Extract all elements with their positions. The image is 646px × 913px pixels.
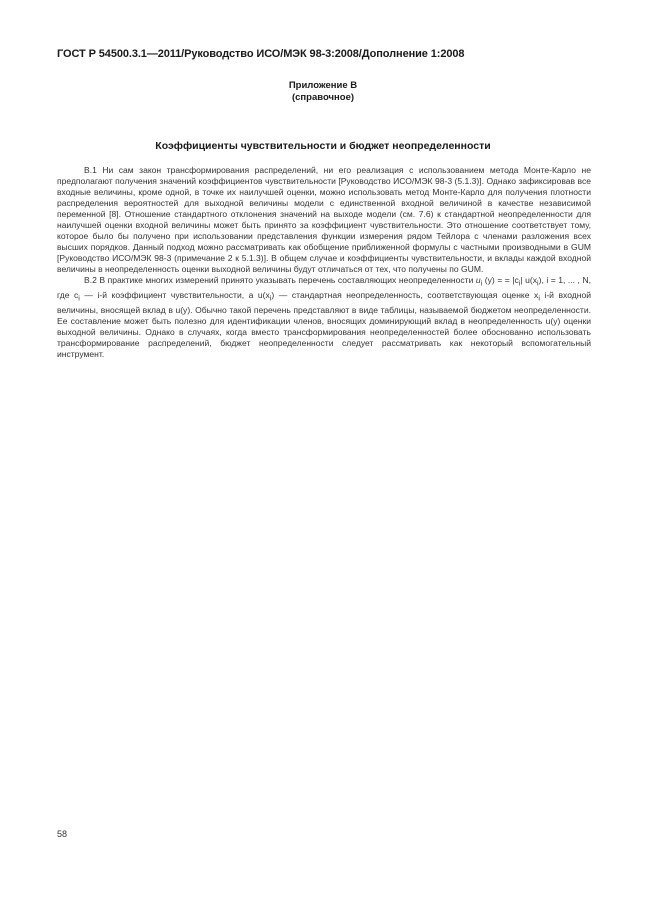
- b2-text-6: i-й входной величины, вносящей вклад в u(y). Обычно такой перечень представляют в виде таблицы, называемой бюджетом неопределенности. Ее составление может быть полезно для идентификации членов, вносящих доминирующий вклад в неопределенность u(y) оценки выходной величины. Однако в случаях, когда вместо трансформирования неопределенностей более обоснованно использовать трансформирование распределений, бюджет неопределенности следует рассматривать как некоторый вспомогательный инструмент.: [57, 290, 592, 360]
- b2-text-2: | u(x: [520, 275, 537, 286]
- b2-text-4: — i-й коэффициент чувствительности, а u(x: [79, 290, 270, 301]
- b2-sub-i: i: [538, 294, 540, 303]
- paragraph-b1: В.1 Ни сам закон трансформирования распределений, ни его реализация с использованием метода Монте-Карло не предполагают получения значений коэффициентов чувствительности [Руководство ИСО/МЭК 98-3 (5.1.3)]. Однако зафиксировав все входные величины, кроме одной, в точке их наилучшей оценки, можно использовать метод Монте-Карло для получения плотности распределения вероятностей для выходной величины модели с единственной входной величиной в качестве независимой переменной [8]. Отношение стандартного отклонения значений на выходе модели (см. 7.6) к стандартной неопределенности для наилучшей оценки входной величины может быть принято за коэффициент чувствительности. Это отношение соответствует тому, которое было бы получено при использовании представления функции измерения рядом Тейлора с членами разложения всех высших порядков. Данный подход можно рассматривать как обобщение приближенной формулы с частными производными в GUM [Руководство ИСО/МЭК 98-3 (примечание 2 к 5.1.3)]. В общем случае и коэффициенты чувствительности, и вклады каждой входной величины в неопределенность оценки выходной величины будут отличаться от тех, что получены по GUM.: [57, 165, 591, 275]
- b2-sub-i: i: [518, 280, 521, 289]
- paragraph-b2: [57, 275, 591, 360]
- annex-type: (справочное): [291, 92, 355, 103]
- b2-sub-i: i: [78, 294, 80, 303]
- b2-text-1: В.2 В практике многих измерений принято указывать перечень составляющих неопределенности: [84, 275, 476, 286]
- body-text: [57, 165, 591, 360]
- page-number: 58: [57, 829, 68, 839]
- b2-sub-i: i: [537, 280, 539, 289]
- b2-text-3: ), i = 1, ... , N, где c: [57, 275, 591, 301]
- b2-sub-i: i: [480, 280, 483, 289]
- b2-text-5: ) — стандартная неопределенность, соответствующая оценке x: [271, 290, 539, 301]
- section-title: Коэффициенты чувствительности и бюджет неопределенности: [155, 140, 491, 152]
- b2-text-arg: (y) = = |c: [482, 275, 519, 286]
- b2-math-u: u: [475, 275, 481, 286]
- annex-label: Приложение В: [288, 80, 358, 91]
- b2-sub-i: i: [269, 294, 272, 303]
- standard-header: ГОСТ Р 54500.3.1—2011/Руководство ИСО/МЭК 98-3:2008/Дополнение 1:2008: [57, 48, 465, 60]
